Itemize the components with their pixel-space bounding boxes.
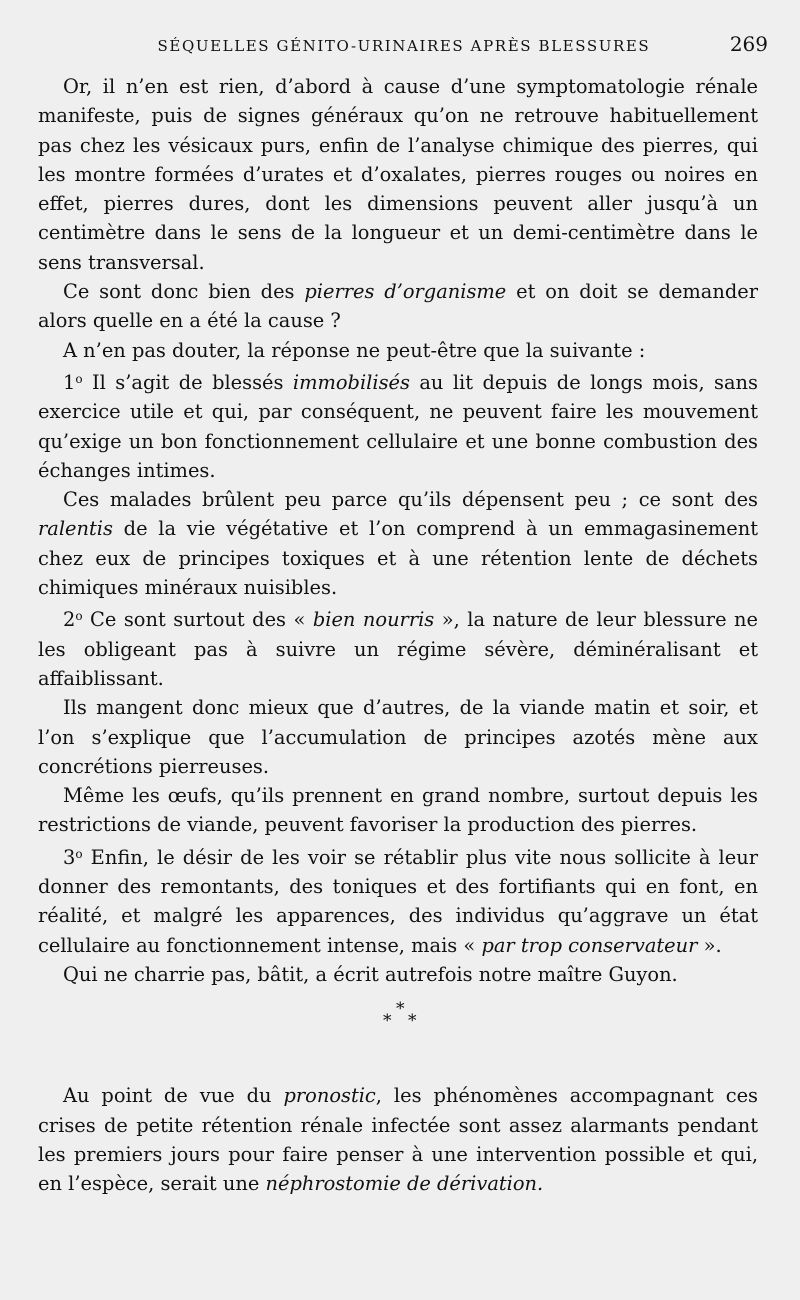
text-run: Ce sont surtout des «: [82, 608, 313, 632]
paragraph: [38, 693, 758, 781]
italic-phrase: ralentis: [38, 517, 113, 541]
text-run: Il s’agit de blessés: [82, 370, 293, 394]
paragraph: [38, 365, 758, 485]
text-run: Ces malades brûlent peu parce qu’ils dépensent peu ; ce sont des: [63, 488, 758, 512]
paragraph: [38, 336, 758, 365]
text-run: Au point de vue du: [63, 1084, 284, 1108]
text-run: 3: [63, 845, 76, 869]
text-run: , les phénomènes accompagnant ces crises de petite rétention rénale infectée sont assez alarmants pendant les premiers jours pour faire penser à une intervention possible et qui, en l’espèce, serait une: [38, 1084, 758, 1196]
ordinal-suffix: o: [75, 846, 83, 861]
asterisk: *: [383, 1011, 392, 1032]
italic-phrase: néphrostomie de dérivation.: [265, 1172, 544, 1196]
asterisk: *: [396, 999, 405, 1020]
paragraph: [38, 277, 758, 336]
text-run: et on doit se demander alors quelle en a été la cause ?: [38, 280, 759, 333]
running-header: [38, 32, 768, 62]
section-separator-asterism: [38, 995, 758, 1081]
asterisk: *: [408, 1011, 417, 1032]
text-run: Enfin, le désir de les voir se rétablir plus vite nous sollicite à leur donner des remontants, des toniques et des fortifiants qui en font, en réalité, et malgré les apparences, des individus qu’aggrave un état cellulaire au fonctionnement intense, mais «: [38, 845, 758, 957]
text-run: ».: [697, 933, 722, 957]
main-text: [38, 72, 758, 989]
ordinal-suffix: o: [75, 609, 83, 624]
text-run: Ils mangent donc mieux que d’autres, de la viande matin et soir, et l’on s’explique que l’accumulation de principes azotés mène aux concrétions pierreuses.: [38, 696, 758, 778]
text-run: Même les œufs, qu’ils prennent en grand nombre, surtout depuis les restrictions de viande, peuvent favoriser la production des pierres.: [38, 784, 758, 837]
page-number: 269: [729, 32, 768, 56]
paragraph: [38, 840, 758, 960]
italic-phrase: bien nourris: [312, 608, 435, 632]
text-run: 1: [63, 370, 76, 394]
closing-text: [38, 1081, 758, 1198]
italic-phrase: pierres d’organisme: [304, 280, 507, 304]
italic-phrase: par trop conservateur: [481, 933, 698, 957]
text-run: », la nature de leur blessure ne les obligeant pas à suivre un régime sévère, déminéralisant et affaiblissant.: [38, 608, 758, 690]
paragraph: [38, 781, 758, 840]
text-run: de la vie végétative et l’on comprend à un emmagasinement chez eux de principes toxiques et à une rétention lente de déchets chimiques minéraux nuisibles.: [38, 517, 758, 600]
text-run: au lit depuis de longs mois, sans exercice utile et qui, par conséquent, ne peuvent faire les mouvement qu’exige un bon fonctionnement cellulaire et une bonne combustion des échanges intimes.: [38, 370, 758, 482]
ordinal-suffix: o: [75, 371, 83, 386]
paragraph: [38, 602, 758, 693]
text-run: A n’en pas douter, la réponse ne peut-être que la suivante :: [63, 338, 646, 362]
text-run: Or, il n’en est rien, d’abord à cause d’une symptomatologie rénale manifeste, puis de signes généraux qu’on ne retrouve habituellement pas chez les vésicaux purs, enfin de l’analyse chimique des pierres, qui les montre formées d’urates et d’oxalates, pierres rouges ou noires en effet, pierres dures, dont les dimensions peuvent aller jusqu’à un centimètre dans le sens de la longueur et un demi-centimètre dans le sens transversal.: [38, 75, 758, 274]
paragraph: [38, 485, 758, 602]
text-run: Ce sont donc bien des: [63, 280, 305, 304]
paragraph: [38, 1081, 758, 1198]
italic-phrase: immobilisés: [292, 370, 410, 394]
paragraph: [38, 72, 758, 277]
paragraph: [38, 960, 758, 989]
italic-phrase: pronostic: [283, 1084, 376, 1108]
running-title: SÉQUELLES GÉNITO-URINAIRES APRÈS BLESSURES: [157, 37, 651, 55]
text-run: Qui ne charrie pas, bâtit, a écrit autrefois notre maître Guyon.: [63, 962, 678, 986]
text-run: 2: [63, 608, 76, 632]
